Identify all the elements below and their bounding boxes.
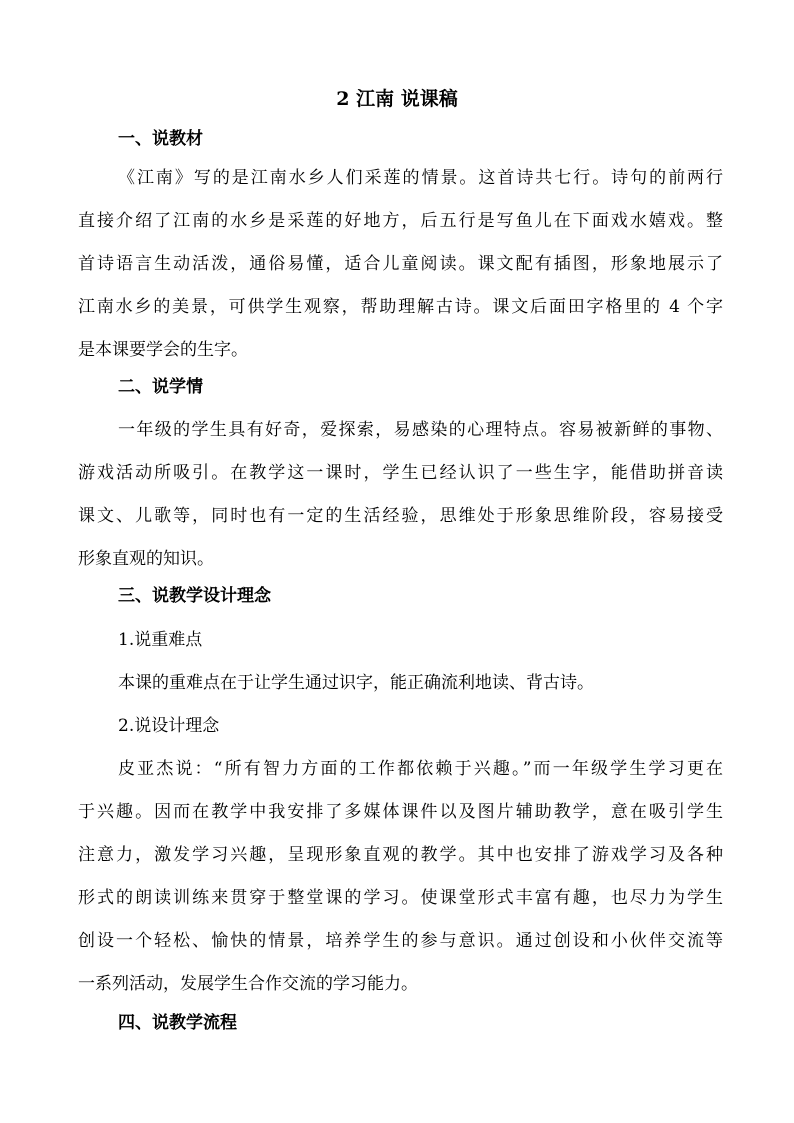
paragraph-line: 首诗语言生动活泼，通俗易懂，适合儿童阅读。课文配有插图，形象地展示了	[78, 254, 723, 274]
page-title: 2 江南 说课稿	[336, 88, 458, 110]
paragraph-line: 一系列活动，发展学生合作交流的学习能力。	[78, 974, 418, 994]
subsection-key-points: 1.说重难点	[118, 630, 203, 650]
paragraph-line: 一年级的学生具有好奇，爱探索，易感染的心理特点。容易被新鲜的事物、	[118, 420, 723, 440]
section-heading-design-concept: 三、说教学设计理念	[118, 586, 271, 606]
paragraph-line: 江南水乡的美景，可供学生观察，帮助理解古诗。课文后面田字格里的 4 个字	[78, 297, 723, 317]
paragraph-line: 直接介绍了江南的水乡是采莲的好地方，后五行是写鱼儿在下面戏水嬉戏。整	[78, 211, 723, 231]
paragraph-line: 于兴趣。因而在教学中我安排了多媒体课件以及图片辅助教学，意在吸引学生	[78, 802, 723, 822]
paragraph-line: 是本课要学会的生字。	[78, 340, 248, 360]
section-heading-students: 二、说学情	[118, 377, 203, 397]
paragraph-line: 注意力，激发学习兴趣，呈现形象直观的教学。其中也安排了游戏学习及各种	[78, 845, 723, 865]
paragraph-line: 形式的朗读训练来贯穿于整堂课的学习。使课堂形式丰富有趣，也尽力为学生	[78, 888, 723, 908]
paragraph-line: 皮亚杰说：“所有智力方面的工作都依赖于兴趣。”而一年级学生学习更在	[118, 759, 723, 779]
section-heading-textbook: 一、说教材	[118, 129, 203, 149]
paragraph-line: 课文、儿歌等，同时也有一定的生活经验，思维处于形象思维阶段，容易接受	[78, 506, 723, 526]
paragraph-line: 游戏活动所吸引。在教学这一课时，学生已经认识了一些生字，能借助拼音读	[78, 463, 723, 483]
paragraph-line: 形象直观的知识。	[78, 549, 214, 569]
paragraph-line: 《江南》写的是江南水乡人们采莲的情景。这首诗共七行。诗句的前两行	[118, 168, 723, 188]
section-heading-teaching-process: 四、说教学流程	[118, 1013, 237, 1033]
paragraph-line: 创设一个轻松、愉快的情景，培养学生的参与意识。通过创设和小伙伴交流等	[78, 931, 723, 951]
key-points-text: 本课的重难点在于让学生通过识字，能正确流利地读、背古诗。	[118, 673, 594, 693]
subsection-design-concept: 2.说设计理念	[118, 716, 220, 736]
